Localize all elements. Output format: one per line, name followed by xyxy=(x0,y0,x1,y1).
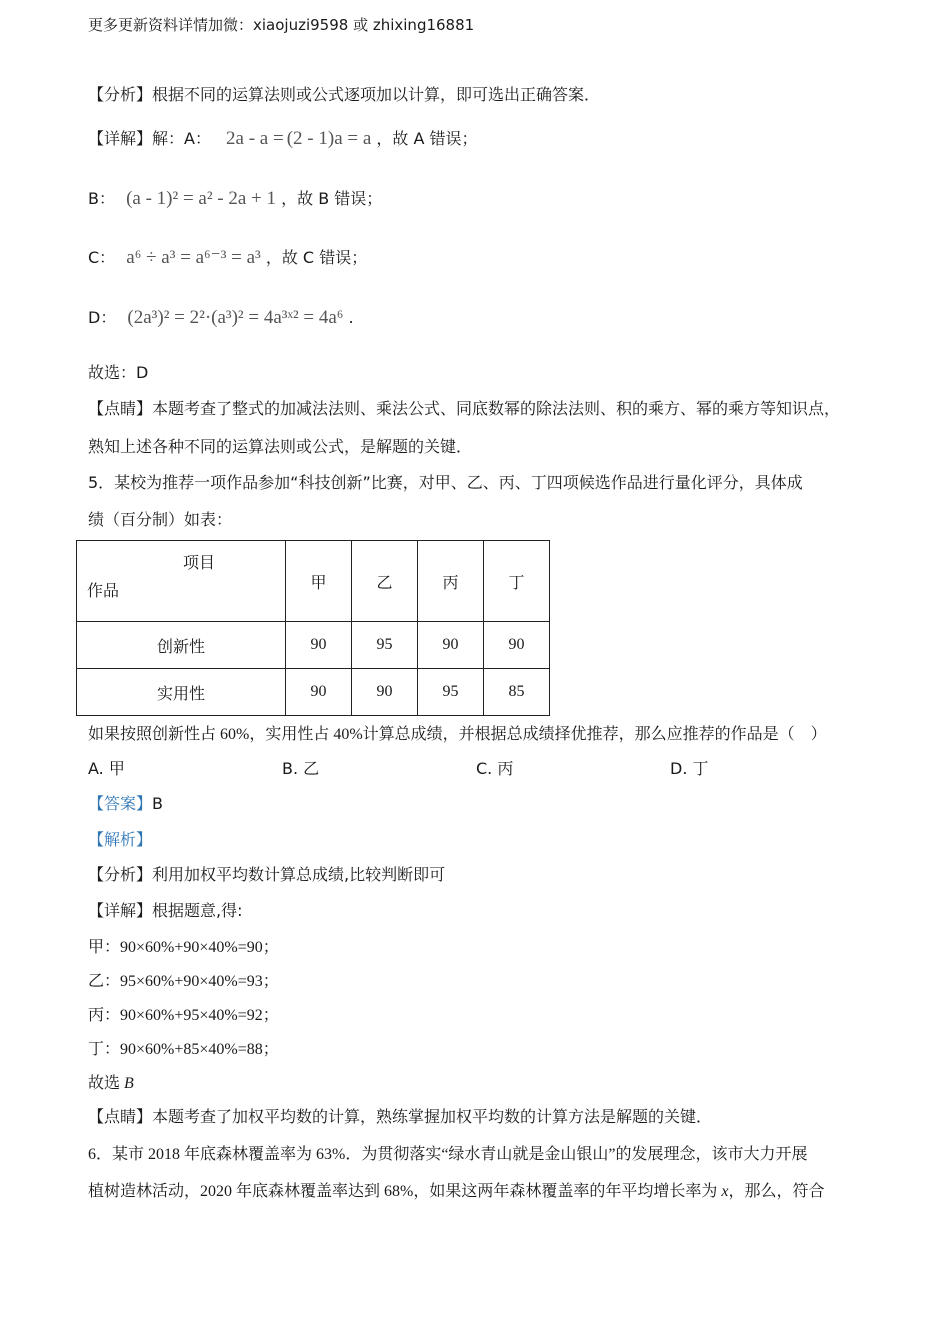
table-cell: 90 xyxy=(352,669,418,716)
table-cell: 85 xyxy=(484,669,550,716)
q4-b-math: (a - 1)² = a² - 2a + 1 xyxy=(126,188,277,209)
q4-a-suffix: ，故 A 错误； xyxy=(376,129,478,148)
option-d: D. 丁 xyxy=(670,759,709,778)
q5-stem-line-1: 5．某校为推荐一项作品参加“科技创新”比赛，对甲、乙、丙、丁四项候选作品进行量化评分，具体成 xyxy=(88,473,803,492)
q4-remark-line-1: 【点睛】本题考查了整式的加减法法则、乘法公式、同底数幂的除法法则、积的乘方、幂的乘方等知识点， xyxy=(88,399,841,418)
table-header-item-label: 项目 xyxy=(182,555,215,572)
q4-c-line xyxy=(88,245,367,269)
q4-d-line xyxy=(88,305,354,329)
table-cell: 90 xyxy=(286,622,352,669)
q6-line-2-prefix: 植树造林活动，2020 年底森林覆盖率达到 68%，如果这两年森林覆盖率的年平均增长率为 xyxy=(88,1183,722,1200)
answer-value: B xyxy=(152,794,163,813)
q4-c-label: C： xyxy=(88,248,116,267)
q4-a-math-mid: (2 - 1)a = a xyxy=(286,128,372,149)
table-column-header: 乙 xyxy=(352,541,418,622)
q6-line-2 xyxy=(88,1178,824,1201)
answer-label: 【答案】 xyxy=(88,794,153,813)
table-row-label: 创新性 xyxy=(77,622,286,669)
q5-choice xyxy=(88,1070,134,1093)
q5-choice-value: B xyxy=(124,1075,134,1092)
table-column-header: 丙 xyxy=(418,541,484,622)
calc-line: 丙：90×60%+95×40%=92； xyxy=(88,1007,279,1024)
table-column-header: 甲 xyxy=(286,541,352,622)
q5-stem-line-2: 绩（百分制）如表： xyxy=(88,510,233,529)
table-row xyxy=(77,669,550,716)
q6-line-1: 6．某市 2018 年底森林覆盖率为 63%．为贯彻落实“绿水青山就是金山银山”的发展理念，该市大力开展 xyxy=(88,1146,808,1163)
q4-d-math: (2a³)² = 2²·(a³)² = 4a³ˣ² = 4a⁶ xyxy=(127,307,344,328)
q4-detail-a-line xyxy=(88,126,478,150)
q4-d-label: D： xyxy=(88,308,117,327)
q5-remark: 【点睛】本题考查了加权平均数的计算，熟练掌握加权平均数的计算方法是解题的关键． xyxy=(88,1107,713,1126)
option-c: C. 丙 xyxy=(476,759,514,778)
table-cell: 95 xyxy=(418,669,484,716)
q4-a-math-lhs: 2a - a = xyxy=(226,128,284,149)
calc-line: 甲：90×60%+90×40%=90； xyxy=(88,939,279,956)
table-header-row xyxy=(77,541,550,622)
q4-d-suffix: . xyxy=(348,308,354,327)
table-cell: 95 xyxy=(352,622,418,669)
q5-answer-line xyxy=(88,791,163,814)
jiexi-label: 【解析】 xyxy=(88,830,153,849)
q4-c-suffix: ，故 C 错误； xyxy=(265,248,368,267)
q4-c-math: a⁶ ÷ a³ = a⁶⁻³ = a³ xyxy=(126,247,261,268)
table-header-work-label: 作品 xyxy=(87,583,120,600)
q4-a-math xyxy=(226,128,371,149)
table-cell: 90 xyxy=(484,622,550,669)
q6-line-2-suffix: ，那么，符合 xyxy=(728,1183,825,1200)
table-cell: 90 xyxy=(286,669,352,716)
option-a: A. 甲 xyxy=(88,759,125,778)
q4-b-line xyxy=(88,186,382,210)
table-row-label: 实用性 xyxy=(77,669,286,716)
q4-b-suffix: ，故 B 错误； xyxy=(281,189,383,208)
q4-analysis: 【分析】根据不同的运算法则或公式逐项加以计算，即可选出正确答案． xyxy=(88,85,601,104)
q5-question: 如果按照创新性占 60%，实用性占 40%计算总成绩，并根据总成绩择优推荐，那么应推荐的作品是（ ） xyxy=(88,726,827,743)
table-row xyxy=(77,622,550,669)
q6-variable: x xyxy=(721,1183,729,1200)
q4-b-label: B： xyxy=(88,189,115,208)
q5-analysis: 【分析】利用加权平均数计算总成绩,比较判断即可 xyxy=(88,865,446,884)
q4-detail-prefix: 【详解】解：A： xyxy=(88,129,211,148)
calc-line: 丁：90×60%+85×40%=88； xyxy=(88,1041,279,1058)
table-diagonal-header-cell xyxy=(77,541,286,622)
q5-detail: 【详解】根据题意,得: xyxy=(88,901,243,920)
option-b: B. 乙 xyxy=(282,759,320,778)
q4-remark-line-2: 熟知上述各种不同的运算法则或公式，是解题的关键． xyxy=(88,437,473,456)
q4-choice: 故选：D xyxy=(88,363,149,382)
q5-choice-prefix: 故选 xyxy=(88,1075,125,1092)
table-column-header: 丁 xyxy=(484,541,550,622)
page-header: 更多更新资料详情加微：xiaojuzi9598 或 zhixing16881 xyxy=(88,16,475,34)
calc-line: 乙：95×60%+90×40%=93； xyxy=(88,973,279,990)
score-table xyxy=(76,540,550,716)
table-cell: 90 xyxy=(418,622,484,669)
